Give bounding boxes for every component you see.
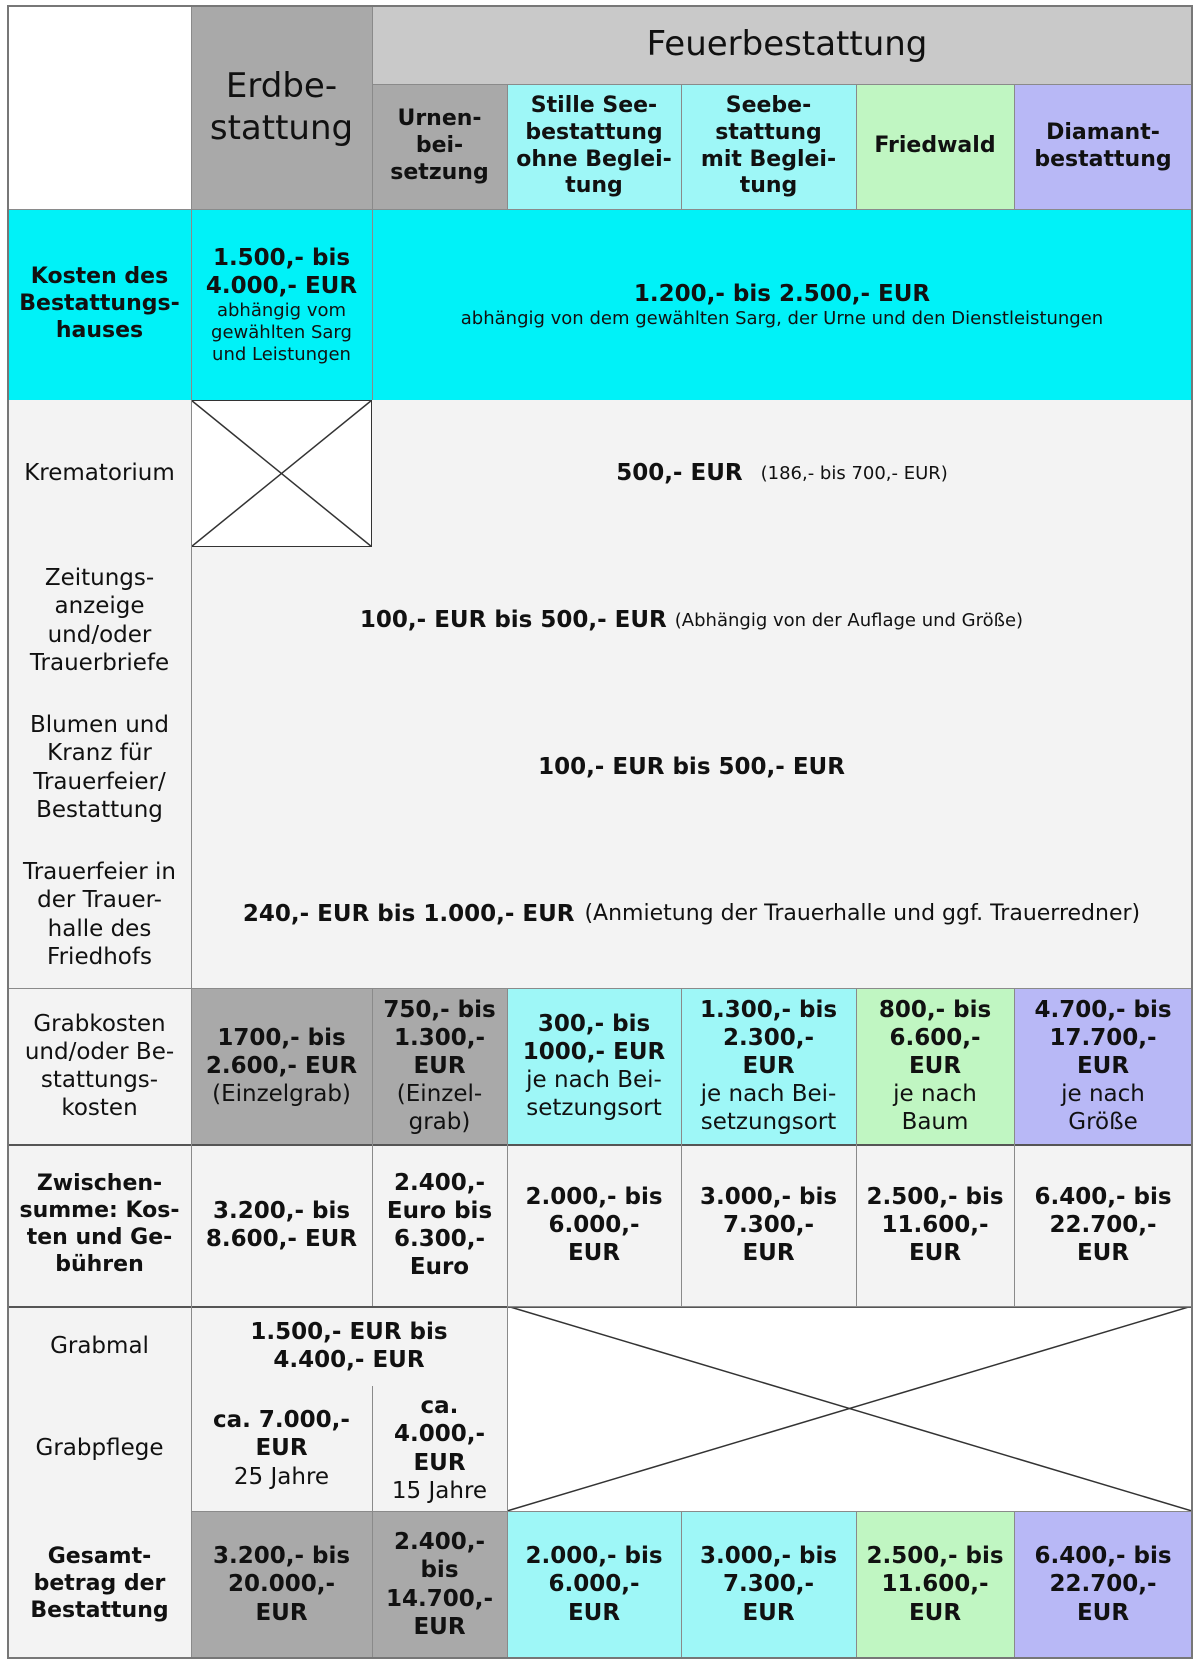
text-line: Trauerbriefe: [29, 649, 170, 676]
gesamt-seebe: [681, 1511, 856, 1658]
grid-line: [191, 1511, 1192, 1512]
text-line: EUR: [413, 1449, 466, 1476]
grabkosten-erd-cell: [191, 988, 372, 1144]
grabkosten-diamant-note: [1061, 1080, 1145, 1136]
text-line: setzungsort: [700, 1109, 837, 1136]
text-line: 8.600,- EUR: [205, 1226, 358, 1252]
grabmal-value: [191, 1306, 507, 1386]
header-erdbestattung: [191, 6, 372, 209]
text-line: stattung: [209, 107, 354, 148]
text-line: setzung: [390, 159, 489, 185]
grabkosten-seebe-cell: [681, 988, 856, 1144]
grabkosten-urnen-note: [397, 1080, 482, 1136]
grid-line: [507, 84, 508, 209]
text-line: stattung: [715, 119, 822, 145]
text-line: EUR: [413, 1052, 466, 1079]
grid-line: [1014, 988, 1015, 1306]
text-line: 4.000,-: [393, 1421, 486, 1448]
text-line: EUR: [1076, 1052, 1130, 1079]
grabkosten-urnen-value: [383, 996, 495, 1080]
grid-line: [372, 84, 1192, 85]
text-line: 1700,- bis: [217, 1024, 346, 1051]
krematorium-value: 500,- EUR: [616, 460, 743, 487]
text-line: Stille See-: [530, 92, 658, 118]
grabpflege-urnen-value: [394, 1392, 485, 1476]
text-line: EUR: [1076, 1240, 1130, 1267]
label-blumen-kranz: [8, 694, 191, 841]
blumen-value: 100,- EUR bis 500,- EUR: [538, 754, 845, 781]
text-line: EUR: [255, 1599, 308, 1626]
text-line: Gesamt-: [47, 1544, 152, 1570]
zwischen-friedwald: [856, 1144, 1014, 1306]
grabkosten-friedwald-note: [893, 1080, 977, 1136]
text-line: 7.300,-: [722, 1211, 815, 1238]
label-kosten-bestattungshaus: [8, 209, 191, 400]
text-line: 800,- bis: [878, 996, 992, 1023]
text-line: 2.400,-: [393, 1169, 486, 1196]
text-line: 2.400,-: [393, 1529, 486, 1556]
text-line: 11.600,-: [881, 1211, 989, 1238]
krematorium-feuer-cell: [372, 400, 1192, 547]
grabpflege-urnen-note: [392, 1477, 487, 1505]
text-line: EUR: [255, 1435, 308, 1462]
text-line: setzungsort: [526, 1095, 662, 1122]
blumen-cell: [191, 694, 1192, 841]
grabkosten-stille-note: [526, 1066, 662, 1122]
text-line: 3.000,- bis: [699, 1183, 838, 1210]
label-gesamtbetrag: [8, 1511, 191, 1658]
text-line: bestattung: [525, 119, 663, 145]
text-line: 17.700,-: [1049, 1024, 1157, 1051]
trauerfeier-cell: [191, 841, 1192, 988]
zwischen-diamant: [1014, 1144, 1192, 1306]
text-line: EUR: [908, 1240, 962, 1267]
grid-line: [372, 1386, 373, 1658]
label-grabkosten: [8, 988, 191, 1144]
text-line: 11.600,-: [881, 1571, 989, 1598]
label-krematorium: Krematorium: [8, 400, 191, 547]
grid-line: [372, 988, 373, 1306]
text-line: 2.000,- bis: [525, 1543, 663, 1570]
gesamt-erd: [191, 1511, 372, 1658]
text-line: EUR: [908, 1052, 962, 1079]
text-line: halle des: [47, 915, 152, 942]
text-line: 6.000,-: [548, 1211, 640, 1238]
text-line: Blumen und: [30, 712, 169, 739]
text-line: summe: Kos-: [19, 1198, 180, 1224]
text-line: 1.500,- EUR bis: [250, 1318, 448, 1345]
text-line: grab): [408, 1109, 471, 1136]
text-line: 22.700,-: [1049, 1211, 1157, 1238]
text-line: 20.000,-: [227, 1571, 336, 1598]
text-line: EUR: [742, 1052, 795, 1079]
label-trauerfeier: [8, 841, 191, 988]
grabkosten-erd-value: [206, 1024, 357, 1080]
header-seebestattung-begleitung: [681, 84, 856, 209]
text-line: 6.300,-: [393, 1226, 486, 1252]
text-line: Euro: [409, 1254, 470, 1281]
gesamt-stille: [507, 1511, 681, 1658]
grabkosten-friedwald-cell: [856, 988, 1014, 1144]
text-line: 15 Jahre: [391, 1477, 488, 1504]
zwischen-erd: [191, 1144, 372, 1306]
text-line: Kranz für: [47, 740, 152, 767]
text-line: je nach: [893, 1081, 977, 1108]
text-line: Erdbe-: [225, 66, 338, 107]
grabkosten-seebe-value: [700, 996, 837, 1080]
crossed-out-mark-large: [507, 1306, 1192, 1511]
text-line: der Trauer-: [37, 887, 162, 914]
kosten-feuer-cell: [372, 209, 1192, 400]
grid-line: [681, 1511, 682, 1658]
label-zeitungsanzeige: [8, 547, 191, 694]
grabkosten-urnen-cell: [372, 988, 507, 1144]
grabkosten-stille-cell: [507, 988, 681, 1144]
grid-line: [372, 6, 373, 209]
text-line: Urnen-: [397, 106, 482, 132]
crossed-out-mark: [191, 400, 372, 547]
text-line: 7.300,-: [722, 1571, 815, 1598]
label-zwischensumme: [8, 1144, 191, 1306]
header-stille-seebestattung: [507, 84, 681, 209]
text-line: (Einzelgrab): [212, 1081, 351, 1108]
text-line: EUR: [567, 1240, 621, 1267]
text-line: Zwischen-: [36, 1171, 163, 1197]
text-line: EUR: [413, 1613, 466, 1640]
text-line: 22.700,-: [1049, 1571, 1157, 1598]
text-line: 300,- bis: [537, 1010, 651, 1037]
text-line: 14.700,-: [385, 1585, 494, 1612]
text-line: und/oder Be-: [24, 1038, 175, 1065]
text-line: gewählten Sarg: [211, 321, 352, 343]
kosten-erd-note: [211, 300, 352, 366]
text-line: EUR: [567, 1599, 621, 1626]
text-line: Grabkosten: [33, 1010, 166, 1037]
text-line: ca.: [420, 1393, 459, 1420]
label-grabmal: Grabmal: [8, 1306, 191, 1386]
zeitung-cell: [191, 547, 1192, 694]
text-line: 25 Jahre: [233, 1463, 330, 1490]
grid-line: [507, 988, 508, 1658]
zwischen-urnen: [372, 1144, 507, 1306]
text-line: 3.000,- bis: [699, 1543, 838, 1570]
zeitung-value: 100,- EUR bis 500,- EUR: [359, 607, 667, 634]
text-line: 4.400,- EUR: [273, 1347, 425, 1373]
text-line: Seebe-: [725, 92, 812, 118]
text-line: ca. 7.000,-: [213, 1407, 350, 1434]
grid-line: [1014, 1511, 1015, 1658]
text-line: anzeige: [54, 593, 145, 620]
text-line: 2.600,- EUR: [205, 1052, 358, 1079]
text-line: Bestattung: [30, 1597, 169, 1623]
text-line: Baum: [901, 1109, 969, 1136]
text-line: Diamant-: [1046, 119, 1160, 145]
text-line: Zeitungs-: [44, 565, 155, 592]
grabkosten-stille-value: [523, 1010, 665, 1066]
text-line: Euro bis: [386, 1197, 493, 1224]
text-line: kosten: [61, 1095, 138, 1122]
text-line: Friedhofs: [47, 943, 152, 970]
grid-line: [681, 988, 682, 1306]
text-line: 6.600,-: [889, 1024, 981, 1051]
text-line: ten und Ge-: [26, 1225, 173, 1250]
text-line: 3.200,- bis: [212, 1197, 351, 1224]
grabkosten-friedwald-value: [879, 996, 991, 1080]
text-line: abhängig vom: [216, 299, 347, 321]
text-line: 3.200,- bis: [212, 1543, 351, 1570]
text-line: je nach Bei-: [526, 1067, 662, 1093]
trauerfeier-value: 240,- EUR bis 1.000,- EUR: [242, 901, 575, 928]
text-line: stattungs-: [40, 1067, 159, 1093]
grid-line: [856, 84, 857, 209]
zeitung-note: (Abhängig von der Auflage und Größe): [674, 609, 1024, 631]
text-line: 2.000,- bis: [525, 1183, 663, 1210]
text-line: bis: [420, 1557, 459, 1584]
text-line: und/oder: [47, 621, 152, 648]
grabkosten-diamant-value: [1034, 996, 1171, 1080]
text-line: 1.500,- bis: [212, 244, 351, 271]
gesamt-friedwald: [856, 1511, 1014, 1658]
text-line: und Leistungen: [212, 343, 351, 365]
text-line: Kosten des: [30, 264, 169, 290]
text-line: je nach: [1061, 1081, 1145, 1108]
text-line: 4.000,- EUR: [205, 272, 358, 299]
text-line: Bestattungs-: [19, 291, 180, 317]
text-line: tung: [565, 173, 623, 199]
grabpflege-erd-note: [234, 1463, 329, 1491]
header-feuerbestattung: Feuerbestattung: [372, 6, 1192, 84]
text-line: 750,- bis: [383, 996, 496, 1023]
text-line: Trauerfeier in: [23, 859, 176, 886]
text-line: 2.500,- bis: [866, 1543, 1004, 1570]
corner-cell: [8, 6, 191, 209]
grabkosten-seebe-note: [701, 1080, 837, 1136]
zwischen-stille: [507, 1144, 681, 1306]
text-line: 6.400,- bis: [1034, 1543, 1172, 1570]
gesamt-urnen: [372, 1511, 507, 1658]
text-line: Bestattung: [36, 796, 163, 823]
kosten-feuer-note: abhängig von dem gewählten Sarg, der Urne und den Dienstleistungen: [460, 307, 1104, 329]
header-diamantbestattung: [1014, 84, 1192, 209]
grid-line: [1014, 84, 1015, 209]
text-line: EUR: [742, 1599, 795, 1626]
text-line: tung: [739, 173, 798, 199]
grid-line: [8, 209, 1192, 210]
text-line: 2.300,-: [722, 1024, 815, 1051]
text-line: mit Beglei-: [700, 146, 837, 172]
header-urnenbeisetzung: [372, 84, 507, 209]
grid-line: [681, 84, 682, 209]
text-line: Trauerfeier/: [33, 768, 166, 795]
text-line: bühren: [55, 1251, 144, 1277]
grid-line: [856, 988, 857, 1306]
header-friedwald: Friedwald: [856, 84, 1014, 209]
trauerfeier-note: (Anmietung der Trauerhalle und ggf. Trauerredner): [584, 901, 1141, 927]
text-line: ohne Beglei-: [516, 146, 672, 172]
grid-line: [191, 6, 192, 1658]
kosten-erd-cell: [191, 209, 372, 400]
text-line: (Einzel-: [396, 1081, 483, 1108]
label-grabpflege: Grabpflege: [8, 1386, 191, 1511]
grabkosten-erd-note: [212, 1080, 351, 1108]
text-line: 6.000,-: [548, 1571, 640, 1598]
text-line: hauses: [55, 317, 144, 343]
grabkosten-diamant-cell: [1014, 988, 1192, 1144]
zwischen-seebe: [681, 1144, 856, 1306]
grabpflege-erd-value: [213, 1406, 350, 1462]
text-line: EUR: [908, 1599, 962, 1626]
grid-line: [507, 1306, 1192, 1307]
gesamt-diamant: [1014, 1511, 1192, 1658]
text-line: EUR: [742, 1240, 795, 1267]
text-line: 1000,- EUR: [522, 1038, 666, 1065]
kosten-feuer-value: 1.200,- bis 2.500,- EUR: [633, 280, 931, 307]
grid-line: [372, 209, 373, 400]
grabpflege-urnen-cell: [372, 1386, 507, 1511]
text-line: 1.300,-: [393, 1024, 486, 1051]
grabpflege-erd-cell: [191, 1386, 372, 1511]
grid-line: [856, 1511, 857, 1658]
text-line: 6.400,- bis: [1034, 1183, 1172, 1210]
text-line: bei-: [415, 133, 464, 159]
text-line: betrag der: [33, 1571, 166, 1597]
text-line: EUR: [1076, 1599, 1130, 1626]
text-line: Größe: [1068, 1109, 1138, 1136]
text-line: bestattung: [1034, 146, 1172, 172]
text-line: 4.700,- bis: [1034, 996, 1172, 1023]
text-line: 2.500,- bis: [866, 1183, 1004, 1210]
text-line: 1.300,- bis: [699, 996, 838, 1023]
kosten-erd-value: [206, 244, 357, 300]
text-line: je nach Bei-: [700, 1081, 837, 1108]
krematorium-note: (186,- bis 700,- EUR): [760, 462, 948, 484]
